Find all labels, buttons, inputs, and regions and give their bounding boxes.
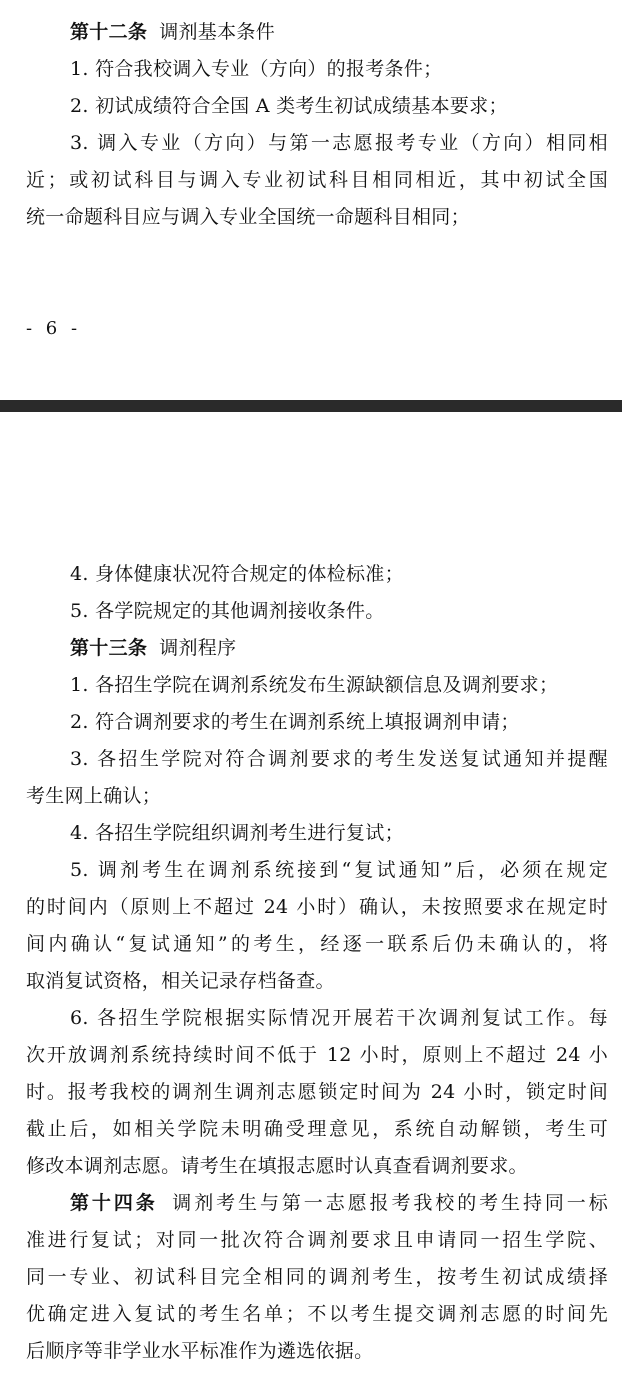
article-12-number: 第十二条 (70, 21, 148, 43)
article-12-heading (26, 14, 608, 51)
paragraph-line: 考生网上确认； (26, 785, 162, 807)
paragraph-line: 1. 各招生学院在调剂系统发布生源缺额信息及调剂要求； (70, 674, 559, 696)
paragraph-line: 5. 各学院规定的其他调剂接收条件。 (70, 600, 385, 622)
paragraph-line: 次开放调剂系统持续时间不低于 12 小时，原则上不超过 24 小 (26, 1044, 608, 1066)
page2-content (26, 556, 608, 1370)
paragraph-line: 4. 各招生学院组织调剂考生进行复试； (70, 822, 404, 844)
page1-article-12 (26, 14, 608, 236)
paragraph-line: 4. 身体健康状况符合规定的体检标准； (70, 563, 404, 585)
article-13-heading (26, 630, 608, 667)
article-14-heading (26, 1185, 608, 1222)
paragraph-line: 的时间内（原则上不超过 24 小时）确认，未按照要求在规定时 (26, 896, 608, 918)
paragraph-line: 6. 各招生学院根据实际情况开展若干次调剂复试工作。每 (70, 1007, 608, 1029)
article-14-number: 第十四条 (70, 1192, 158, 1214)
paragraph-line: 优确定进入复试的考生名单；不以考生提交调剂志愿的时间先 (26, 1303, 608, 1325)
article-12-title: 调剂基本条件 (159, 21, 276, 43)
paragraph-line: 同一专业、初试科目完全相同的调剂考生，按考生初试成绩择 (26, 1266, 608, 1288)
paragraph-line: 修改本调剂志愿。请考生在填报志愿时认真查看调剂要求。 (26, 1155, 528, 1177)
article-14-text: 调剂考生与第一志愿报考我校的考生持同一标 (169, 1192, 608, 1214)
paragraph-line: 3. 调入专业（方向）与第一志愿报考专业（方向）相同相 (70, 132, 608, 154)
paragraph-line: 间内确认“复试通知”的考生，经逐一联系后仍未确认的，将 (26, 933, 608, 955)
paragraph-line: 截止后，如相关学院未明确受理意见，系统自动解锁，考生可 (26, 1118, 608, 1140)
article-13-title: 调剂程序 (159, 637, 237, 659)
paragraph-line: 后顺序等非学业水平标准作为遴选依据。 (26, 1340, 374, 1362)
paragraph-line: 2. 符合调剂要求的考生在调剂系统上填报调剂申请； (70, 711, 520, 733)
paragraph-line: 2. 初试成绩符合全国 A 类考生初试成绩基本要求； (70, 95, 508, 117)
article-13-number: 第十三条 (70, 637, 148, 659)
paragraph-line: 3. 各招生学院对符合调剂要求的考生发送复试通知并提醒 (70, 748, 608, 770)
paragraph-line: 5. 调剂考生在调剂系统接到“复试通知”后，必须在规定 (70, 859, 608, 881)
paragraph-line: 取消复试资格，相关记录存档备查。 (26, 970, 335, 992)
paragraph-line: 时。报考我校的调剂生调剂志愿锁定时间为 24 小时，锁定时间 (26, 1081, 608, 1103)
paragraph-line: 统一命题科目应与调入专业全国统一命题科目相同； (26, 206, 470, 228)
paragraph-line: 准进行复试；对同一批次符合调剂要求且申请同一招生学院、 (26, 1229, 608, 1251)
paragraph-line: 近；或初试科目与调入专业初试科目相同相近，其中初试全国 (26, 169, 608, 191)
page-divider (0, 400, 622, 412)
paragraph-line: 1. 符合我校调入专业（方向）的报考条件； (70, 58, 443, 80)
page-number: - 6 - (26, 318, 82, 339)
